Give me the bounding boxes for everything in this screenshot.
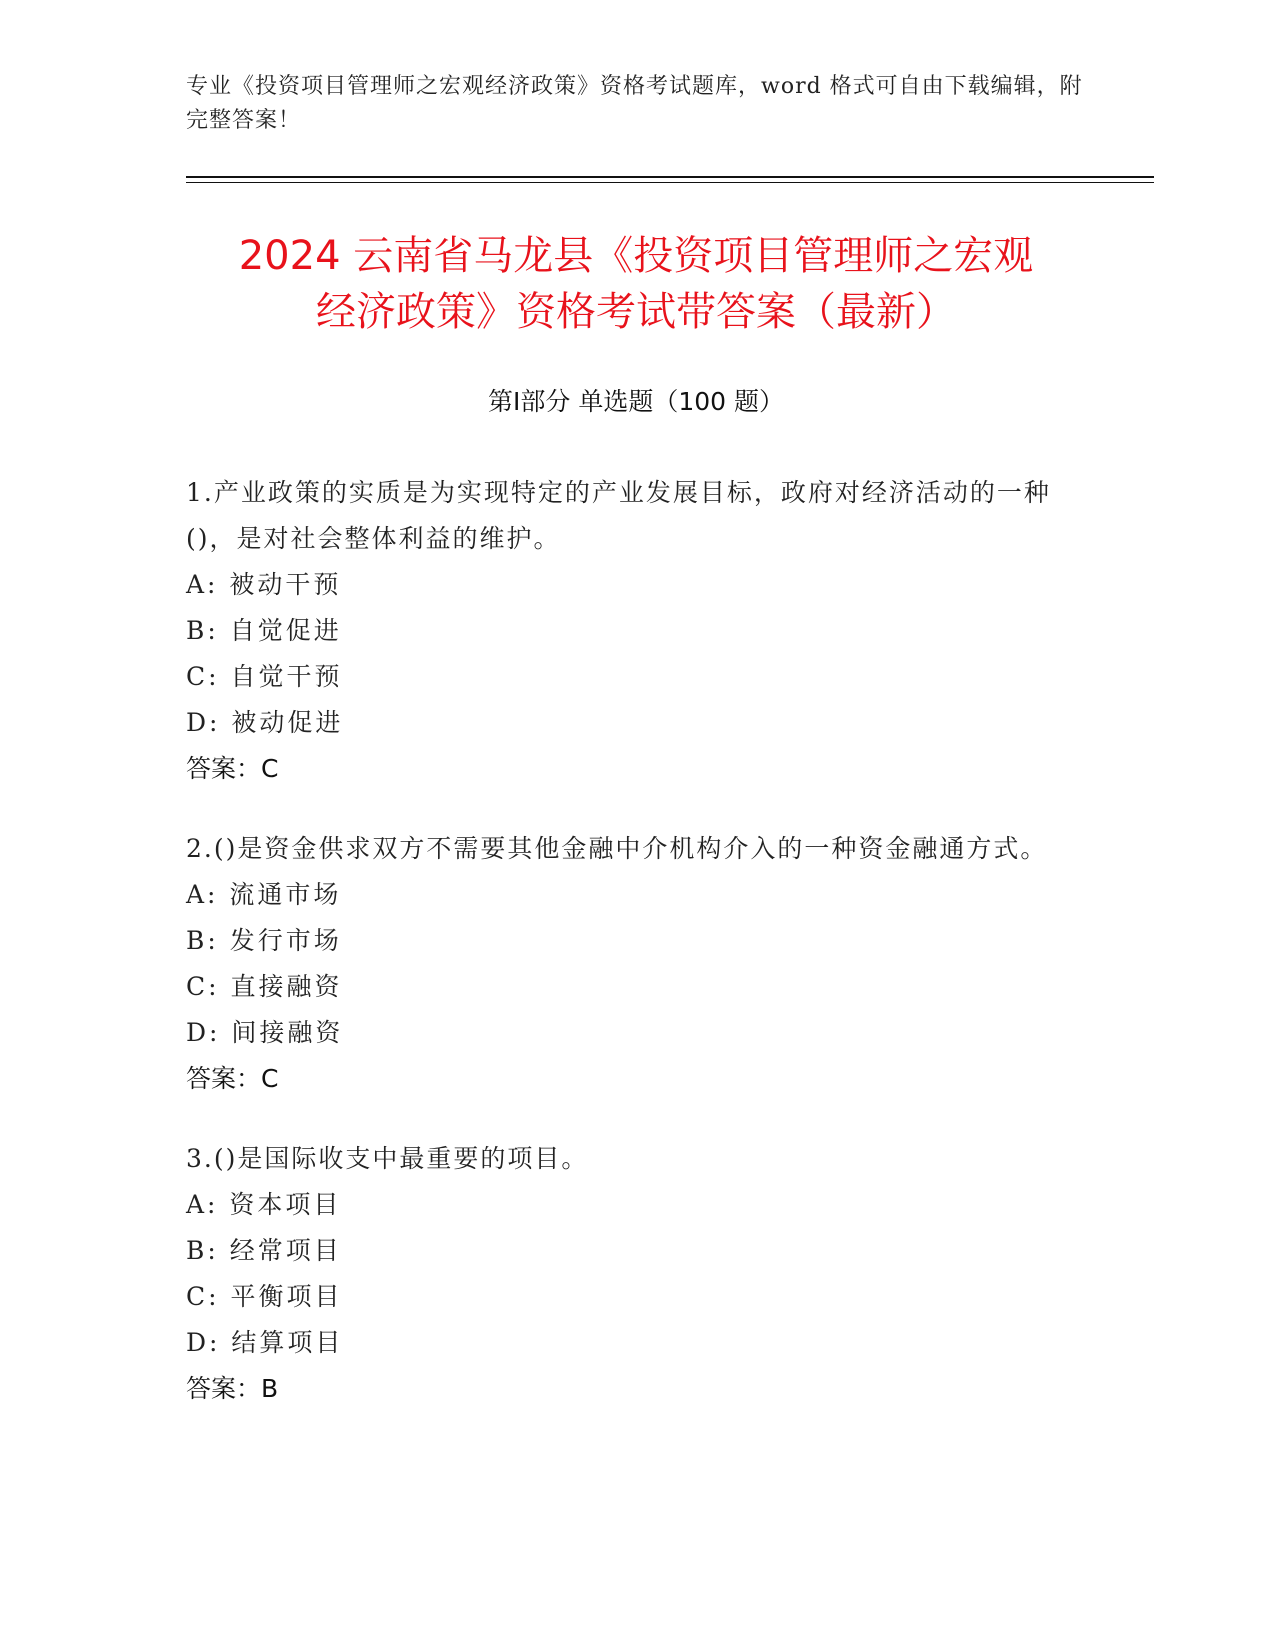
document-title-line-2: 经济政策》资格考试带答案（最新） <box>316 289 956 335</box>
answer: 答案：B <box>186 1374 279 1403</box>
answer: 答案：C <box>186 754 279 783</box>
question-stem: 3.()是国际收支中最重要的项目。 <box>186 1144 589 1173</box>
option-a: A: 资本项目 <box>186 1190 342 1219</box>
option-b: B: 自觉促进 <box>186 616 342 645</box>
question-2 <box>186 826 1066 1102</box>
option-d: D: 被动促进 <box>186 708 344 737</box>
option-c: C: 自觉干预 <box>186 662 343 691</box>
header-rule-thin <box>186 182 1154 183</box>
document-title <box>186 228 1086 340</box>
option-c: C: 平衡项目 <box>186 1282 343 1311</box>
option-a: A: 流通市场 <box>186 880 342 909</box>
option-d: D: 间接融资 <box>186 1018 344 1047</box>
question-list <box>186 470 1066 1446</box>
section-title: 第Ⅰ部分 单选题（100 题） <box>488 387 784 416</box>
option-b: B: 发行市场 <box>186 926 342 955</box>
question-1 <box>186 470 1066 792</box>
header-rule-thick <box>186 176 1154 178</box>
option-a: A: 被动干预 <box>186 570 342 599</box>
question-stem: 1.产业政策的实质是为实现特定的产业发展目标，政府对经济活动的一种()，是对社会整体利益的维护。 <box>186 478 1051 553</box>
document-title-line-1: 2024 云南省马龙县《投资项目管理师之宏观 <box>238 233 1034 279</box>
answer: 答案：C <box>186 1064 279 1093</box>
option-d: D: 结算项目 <box>186 1328 344 1357</box>
question-stem: 2.()是资金供求双方不需要其他金融中介机构介入的一种资金融通方式。 <box>186 834 1048 863</box>
option-b: B: 经常项目 <box>186 1236 342 1265</box>
header-note: 专业《投资项目管理师之宏观经济政策》资格考试题库，word 格式可自由下载编辑，附完整答案！ <box>186 74 1083 133</box>
option-c: C: 直接融资 <box>186 972 343 1001</box>
question-3 <box>186 1136 1066 1412</box>
